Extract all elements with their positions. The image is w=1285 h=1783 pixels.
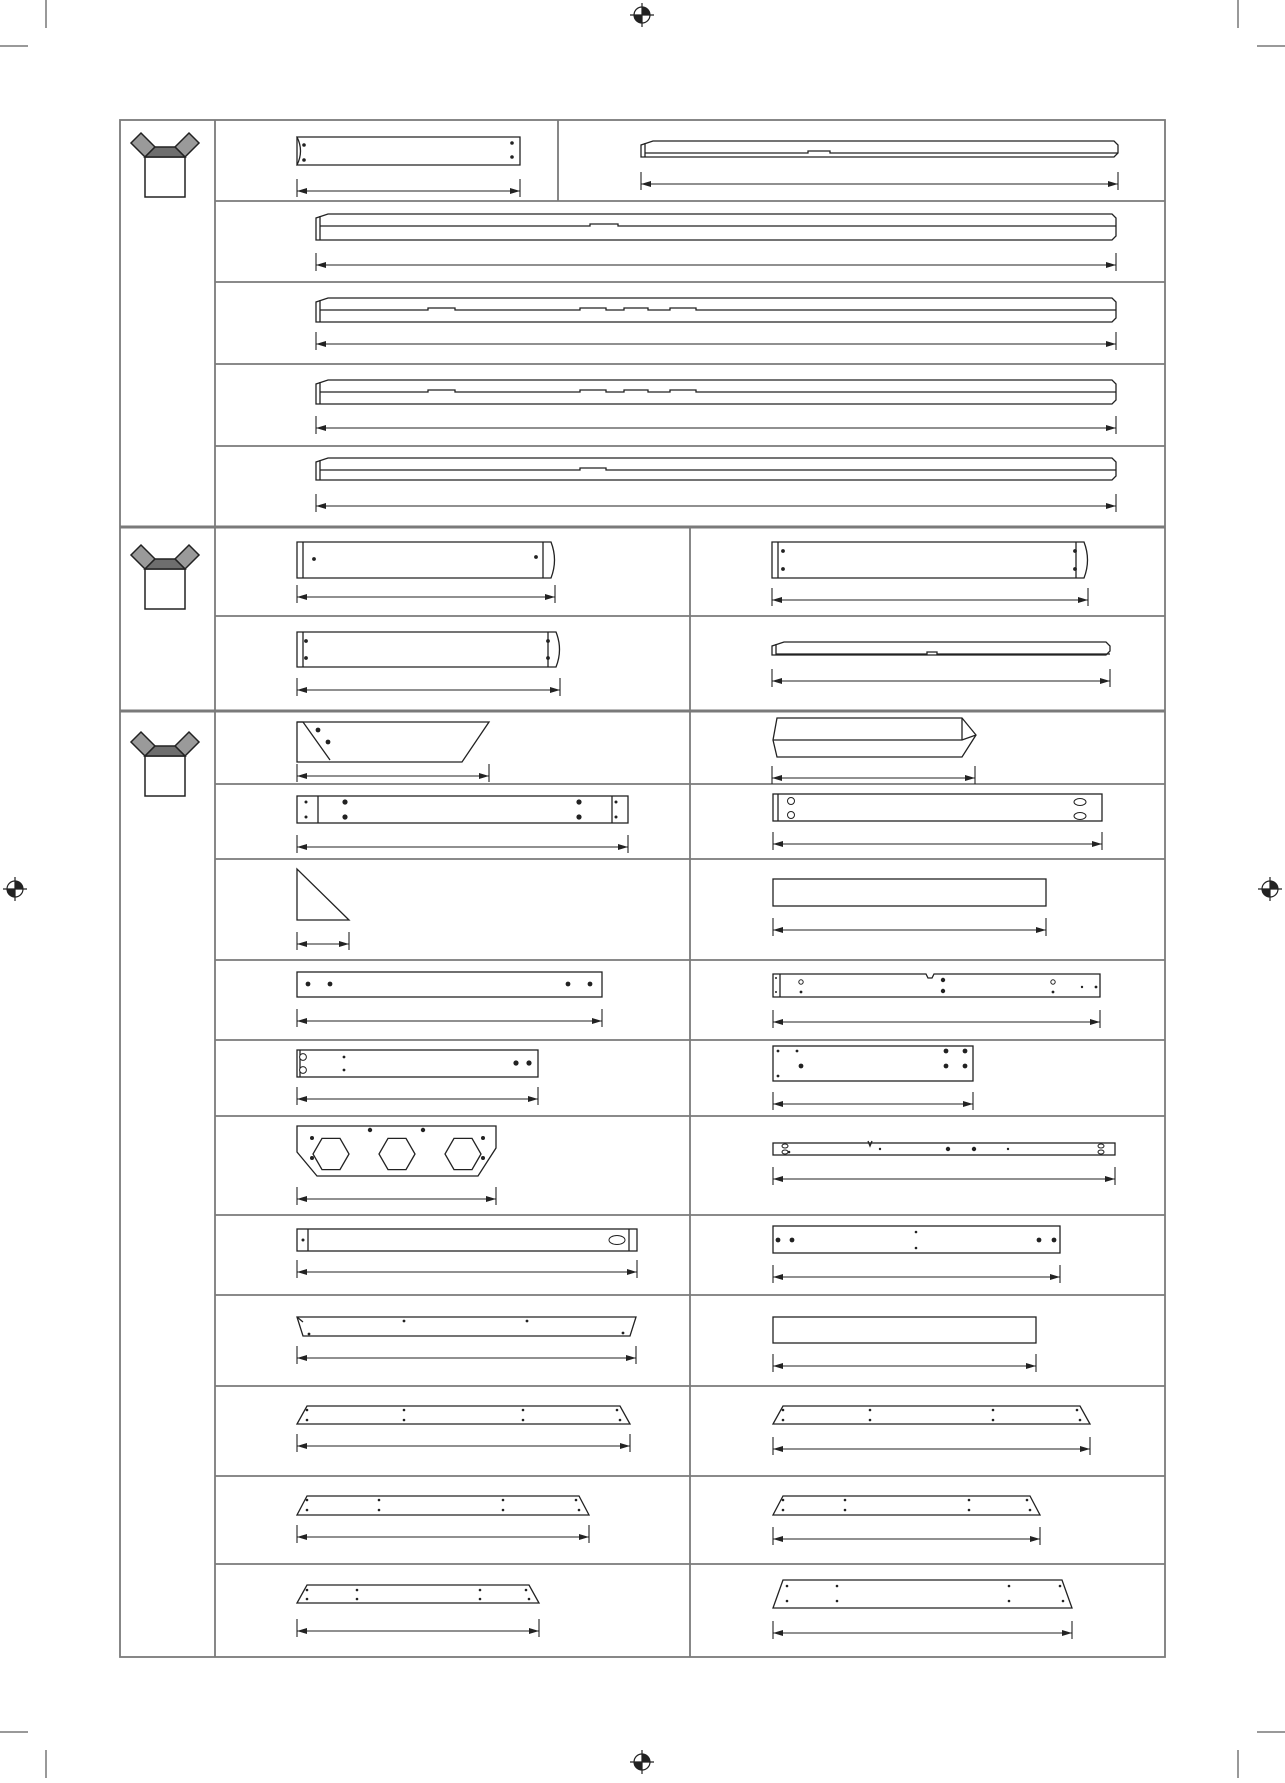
rail-part	[772, 642, 1110, 655]
beam-part	[773, 718, 976, 757]
dimension-arrow	[1092, 841, 1102, 847]
dimension-arrow	[1100, 678, 1110, 684]
registration-mark-icon	[630, 3, 654, 27]
hole	[963, 1064, 968, 1069]
rail-part	[316, 458, 1116, 480]
hole	[915, 1247, 918, 1250]
bar-part	[773, 1317, 1036, 1343]
dimension-arrow	[1090, 1019, 1100, 1025]
dimension-arrow	[316, 503, 326, 509]
dimension-arrow	[486, 1196, 496, 1202]
hole	[502, 1509, 505, 1512]
dimension-arrow	[550, 687, 560, 693]
hole	[609, 1236, 625, 1245]
dimension-arrow	[297, 1096, 307, 1102]
bar-part	[773, 879, 1046, 906]
hole	[534, 555, 538, 559]
dimension-arrow	[297, 1534, 307, 1540]
hole	[300, 1067, 307, 1074]
dimension-arrow	[1078, 597, 1088, 603]
trapezoid-slat-part	[773, 1406, 1090, 1424]
hole	[1074, 813, 1086, 820]
hole	[781, 567, 785, 571]
hole	[403, 1419, 406, 1422]
hole	[510, 141, 514, 145]
trapezoid-slat-part	[297, 1406, 630, 1424]
trapezoid-slat-part	[297, 1585, 539, 1603]
dimension-arrow	[963, 1101, 973, 1107]
hole	[566, 982, 571, 987]
dimension-arrow	[545, 594, 555, 600]
hole	[786, 1585, 789, 1588]
hole	[782, 1509, 785, 1512]
trapezoid-slat-part	[773, 1580, 1072, 1608]
hole	[525, 1589, 528, 1592]
dimension-arrow	[297, 1018, 307, 1024]
hole	[575, 1499, 578, 1502]
hole	[622, 1332, 625, 1335]
dimension-arrow	[641, 181, 651, 187]
long-bar-part	[773, 1143, 1115, 1155]
hole	[992, 1409, 995, 1412]
hole	[946, 1147, 950, 1151]
hole	[941, 978, 945, 982]
dimension-arrow	[510, 188, 520, 194]
hole	[302, 158, 306, 162]
bar-part	[773, 794, 1102, 821]
rail-part	[641, 141, 1118, 157]
open-box-icon	[131, 732, 199, 796]
hole	[782, 1419, 785, 1422]
hole	[968, 1509, 971, 1512]
hole	[788, 1151, 791, 1154]
hole	[615, 801, 618, 804]
dimension-arrow	[1026, 1363, 1036, 1369]
hole	[526, 1320, 529, 1323]
dimension-arrow	[579, 1534, 589, 1540]
hole	[972, 1147, 976, 1151]
dimension-arrow	[773, 1274, 783, 1280]
hole	[777, 1050, 780, 1053]
dimension-arrow	[772, 775, 782, 781]
dimension-arrow	[297, 687, 307, 693]
dimension-arrow	[316, 341, 326, 347]
hole	[800, 991, 803, 994]
dimension-arrow	[773, 1630, 783, 1636]
dimension-arrow	[620, 1443, 630, 1449]
bar-part	[297, 1229, 637, 1251]
dimension-arrow	[297, 1269, 307, 1275]
hole	[844, 1499, 847, 1502]
dimension-arrow	[1105, 1176, 1115, 1182]
hole	[578, 1509, 581, 1512]
hole	[306, 1409, 309, 1412]
hole	[306, 982, 311, 987]
dimension-arrow	[965, 775, 975, 781]
dimension-arrow	[1062, 1630, 1072, 1636]
hole	[304, 656, 308, 660]
dimension-arrow	[1050, 1274, 1060, 1280]
hole	[403, 1320, 406, 1323]
hole	[615, 816, 618, 819]
dimension-arrow	[1036, 927, 1046, 933]
dimension-arrow	[316, 262, 326, 268]
hole	[944, 1064, 949, 1069]
dimension-arrow	[1108, 181, 1118, 187]
registration-mark-icon	[3, 877, 27, 901]
dimension-arrow	[773, 927, 783, 933]
dimension-arrow	[772, 678, 782, 684]
hole	[879, 1148, 881, 1150]
hole	[869, 1419, 872, 1422]
trapezoid-slat-part	[773, 1496, 1040, 1515]
hole	[796, 1050, 799, 1053]
dimension-arrow	[297, 941, 307, 947]
slat-part	[297, 1317, 636, 1336]
hole	[576, 799, 581, 804]
hole	[799, 980, 803, 984]
hole	[304, 639, 308, 643]
hole	[378, 1509, 381, 1512]
hole	[1051, 980, 1055, 984]
hole	[306, 1499, 309, 1502]
hole	[479, 1589, 482, 1592]
hole	[1007, 1148, 1009, 1150]
dimension-arrow	[773, 1536, 783, 1542]
hole	[576, 814, 581, 819]
hole	[522, 1409, 525, 1412]
board-part	[297, 137, 520, 165]
dimension-arrow	[773, 1101, 783, 1107]
hole	[775, 991, 777, 993]
hole	[781, 549, 785, 553]
hole	[403, 1409, 406, 1412]
dimension-arrow	[1106, 341, 1116, 347]
notched-bar-part	[773, 974, 1100, 997]
dimension-arrow	[772, 597, 782, 603]
hole	[368, 1128, 372, 1132]
dimension-arrow	[297, 844, 307, 850]
hole	[342, 799, 347, 804]
dimension-arrow	[773, 1363, 783, 1369]
hole	[1079, 1419, 1082, 1422]
hole	[1095, 986, 1098, 989]
hole	[799, 1064, 804, 1069]
hole	[308, 1333, 311, 1336]
dimension-arrow	[297, 188, 307, 194]
hole	[1008, 1585, 1011, 1588]
hole	[481, 1136, 485, 1140]
hole	[502, 1499, 505, 1502]
trapezoid-slat-part	[297, 1496, 589, 1515]
hole	[356, 1589, 359, 1592]
registration-mark-icon	[1258, 877, 1282, 901]
hole	[944, 1049, 949, 1054]
dimension-arrow	[339, 941, 349, 947]
hole	[992, 1419, 995, 1422]
hole	[342, 814, 347, 819]
triangle-gusset	[297, 869, 349, 920]
dimension-arrow	[627, 1269, 637, 1275]
dimension-arrow	[297, 1196, 307, 1202]
hole	[1059, 1585, 1062, 1588]
hole	[479, 1598, 482, 1601]
hole	[616, 1409, 619, 1412]
hole	[526, 1060, 531, 1065]
hole	[1098, 1144, 1104, 1148]
hole	[305, 816, 308, 819]
hole	[343, 1069, 346, 1072]
hole	[310, 1156, 314, 1160]
hole	[1074, 799, 1086, 806]
hole	[786, 1600, 789, 1603]
dimension-arrow	[773, 1176, 783, 1182]
open-box-icon	[131, 545, 199, 609]
hole	[782, 1499, 785, 1502]
hole	[777, 1075, 780, 1078]
hole	[782, 1150, 788, 1154]
dimension-arrow	[297, 773, 307, 779]
hole	[1076, 1409, 1079, 1412]
dimension-arrow	[316, 425, 326, 431]
dimension-arrow	[297, 594, 307, 600]
hole	[310, 1136, 314, 1140]
hole	[1026, 1499, 1029, 1502]
hole	[481, 1156, 485, 1160]
hole	[788, 812, 795, 819]
hole	[522, 1419, 525, 1422]
bar-part	[773, 1046, 973, 1081]
hole	[869, 1409, 872, 1412]
hole	[316, 728, 321, 733]
rail-part	[316, 214, 1116, 240]
hole	[546, 656, 550, 660]
dimension-arrow	[773, 841, 783, 847]
hole	[302, 1239, 305, 1242]
parts-drawings	[297, 137, 1118, 1639]
hole	[588, 982, 593, 987]
hole	[836, 1600, 839, 1603]
dimension-arrow	[297, 1355, 307, 1361]
hole	[302, 143, 306, 147]
bar-part	[297, 1050, 538, 1077]
dimension-arrow	[626, 1355, 636, 1361]
dimension-arrow	[1106, 425, 1116, 431]
board-part	[297, 542, 555, 578]
hole	[776, 1238, 781, 1243]
hole	[1008, 1600, 1011, 1603]
hole	[306, 1589, 309, 1592]
hole	[306, 1598, 309, 1601]
registration-mark-icon	[630, 1750, 654, 1774]
hole	[1037, 1238, 1042, 1243]
dimension-arrow	[297, 1628, 307, 1634]
board-part	[297, 632, 560, 667]
hole	[790, 1238, 795, 1243]
hole	[1073, 549, 1077, 553]
dimension-arrow	[529, 1628, 539, 1634]
hole	[421, 1128, 425, 1132]
hole	[306, 1419, 309, 1422]
dimension-arrow	[773, 1446, 783, 1452]
hole	[328, 982, 333, 987]
hole	[343, 1056, 346, 1059]
dimension-arrow	[618, 844, 628, 850]
hole	[1062, 1600, 1065, 1603]
hole	[305, 801, 308, 804]
dimension-arrow	[479, 773, 489, 779]
hole	[963, 1049, 968, 1054]
hole	[1029, 1509, 1032, 1512]
hole	[300, 1054, 307, 1061]
hole	[782, 1409, 785, 1412]
hole	[915, 1231, 918, 1234]
open-box-icon	[131, 133, 199, 197]
dimension-arrow	[528, 1096, 538, 1102]
dimension-arrow	[1106, 503, 1116, 509]
hole	[941, 989, 945, 993]
hole	[619, 1419, 622, 1422]
hole	[378, 1499, 381, 1502]
hole	[546, 639, 550, 643]
hole	[1073, 567, 1077, 571]
hole	[1052, 991, 1055, 994]
dimension-arrow	[1080, 1446, 1090, 1452]
hole	[782, 1144, 788, 1148]
hole	[306, 1509, 309, 1512]
hole	[1098, 1150, 1104, 1154]
hole	[844, 1509, 847, 1512]
hole	[356, 1598, 359, 1601]
bar-part	[297, 972, 602, 997]
hole	[528, 1598, 531, 1601]
dimension-arrow	[1030, 1536, 1040, 1542]
dimension-arrow	[592, 1018, 602, 1024]
hole	[836, 1585, 839, 1588]
hole	[312, 557, 316, 561]
hole	[510, 155, 514, 159]
hole	[513, 1060, 518, 1065]
hole	[968, 1499, 971, 1502]
hole	[788, 798, 795, 805]
dimension-arrow	[773, 1019, 783, 1025]
hole	[1052, 1238, 1057, 1243]
hole	[775, 977, 777, 979]
dimension-arrow	[1106, 262, 1116, 268]
hole	[1081, 986, 1083, 988]
hole	[326, 740, 331, 745]
board-part	[772, 542, 1088, 578]
dimension-arrow	[297, 1443, 307, 1449]
